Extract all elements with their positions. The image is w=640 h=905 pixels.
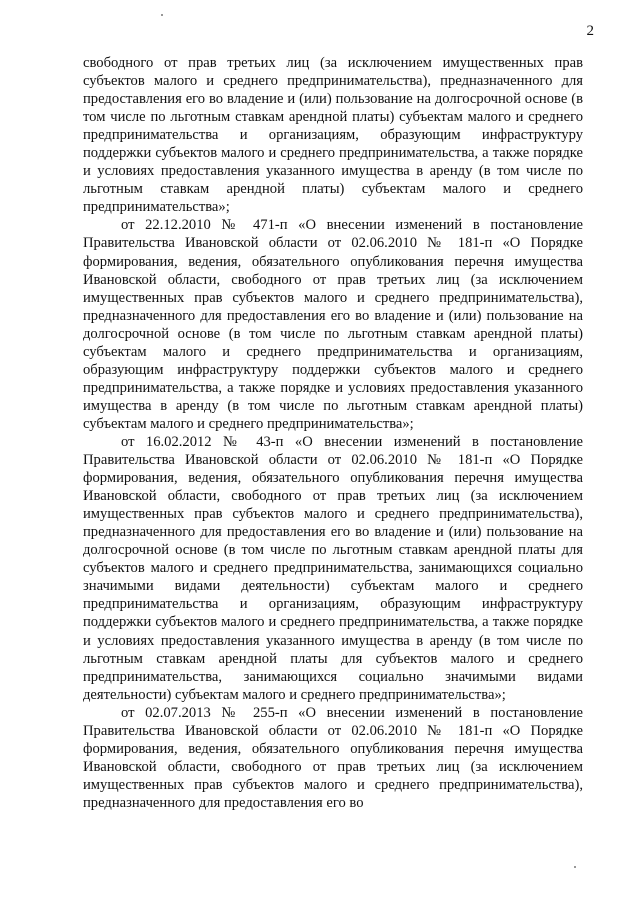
page-number: 2 (586, 23, 594, 39)
scan-speck (161, 14, 163, 16)
paragraph-resolution-471: от 22.12.2010 № 471-п «О внесении изменений в постановление Правительства Ивановской области от 02.06.2010 № 181-п «О Порядке формирования, ведения, обязательного опубликования перечня имущества Ивановской области, свободного от прав третьих лиц (за исключением имущественных прав субъектов малого и среднего предпринимательства), предназначенного для предоставления его во владение и (или) пользование на долгосрочной основе (в том числе по льготным ставкам арендной платы) субъектам малого и среднего предпринимательства и организациям, образующим инфраструктуру поддержки субъектов малого и среднего предпринимательства, а также порядке и условиях предоставления указанного имущества в аренду (в том числе по льготным ставкам арендной платы) субъектам малого и среднего предпринимательства»; (83, 217, 583, 432)
paragraph-resolution-43: от 16.02.2012 № 43-п «О внесении изменений в постановление Правительства Ивановской области от 02.06.2010 № 181-п «О Порядке формирования, ведения, обязательного опубликования перечня имущества Ивановской области, свободного от прав третьих лиц (за исключением имущественных прав субъектов малого и среднего предпринимательства), предназначенного для предоставления его во владение и (или) пользование на долгосрочной основе (в том числе по льготным ставкам арендной платы для субъектов малого и среднего предпринимательства, занимающихся социально значимыми видами деятельности) субъектам малого и среднего предпринимательства и организациям, образующим инфраструктуру поддержки субъектов малого и среднего предпринимательства, а также порядке и условиях предоставления указанного имущества в аренду (в том числе по льготным ставкам арендной платы для субъектов малого и среднего предпринимательства, занимающихся социально значимыми видами деятельности) субъектам малого и среднего предпринимательства»; (83, 433, 583, 703)
scan-speck (574, 866, 576, 868)
paragraph-resolution-255: от 02.07.2013 № 255-п «О внесении изменений в постановление Правительства Ивановской области от 02.06.2010 № 181-п «О Порядке формирования, ведения, обязательного опубликования перечня имущества Ивановской области, свободного от прав третьих лиц (за исключением имущественных прав субъектов малого и среднего предпринимательства), предназначенного для предоставления его во (83, 704, 583, 811)
document-body (83, 54, 583, 812)
paragraph-continuation: свободного от прав третьих лиц (за исключением имущественных прав субъектов малого и среднего предпринимательства), предназначенного для предоставления его во владение и (или) пользование на долгосрочной основе (в том числе по льготным ставкам арендной платы) субъектам малого и среднего предпринимательства и организациям, образующим инфраструктуру поддержки субъектов малого и среднего предпринимательства, а также порядке и условиях предоставления указанного имущества в аренду (в том числе по льготным ставкам арендной платы) субъектам малого и среднего предпринимательства»; (83, 55, 583, 216)
